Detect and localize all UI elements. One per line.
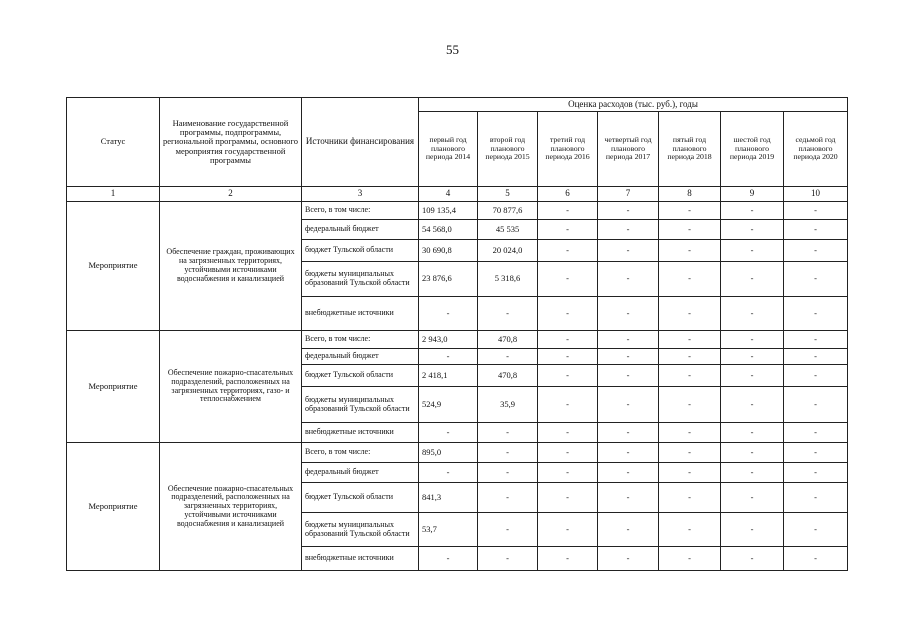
table-body	[67, 202, 848, 571]
value-cell: -	[659, 349, 721, 365]
value-cell: -	[721, 513, 784, 547]
value-cell: -	[721, 423, 784, 443]
value-cell: -	[598, 331, 659, 349]
expenditure-table	[66, 97, 848, 571]
header-year: пятый год планового периода 2018	[659, 112, 721, 187]
column-number: 10	[784, 187, 848, 202]
value-cell: 470,8	[478, 331, 538, 349]
value-cell: -	[659, 483, 721, 513]
value-cell: -	[659, 513, 721, 547]
value-cell: -	[784, 349, 848, 365]
value-cell: -	[598, 463, 659, 483]
measure-name-cell: Обеспечение пожарно-спасательных подразделений, расположенных на загрязненных территориях, газо- и теплоснабжением	[160, 331, 302, 443]
value-cell: -	[538, 423, 598, 443]
funding-source-cell: Всего, в том числе:	[302, 202, 419, 220]
header-year: третий год планового периода 2016	[538, 112, 598, 187]
value-cell: -	[784, 443, 848, 463]
value-cell: 5 318,6	[478, 262, 538, 297]
value-cell: -	[598, 547, 659, 571]
value-cell: -	[419, 349, 478, 365]
value-cell: -	[598, 220, 659, 240]
funding-source-cell: бюджеты муниципальных образований Тульской области	[302, 262, 419, 297]
value-cell: -	[721, 483, 784, 513]
value-cell: -	[538, 365, 598, 387]
funding-source-cell: бюджет Тульской области	[302, 240, 419, 262]
value-cell: -	[784, 220, 848, 240]
column-number: 7	[598, 187, 659, 202]
value-cell: -	[784, 202, 848, 220]
value-cell: -	[598, 349, 659, 365]
column-number: 8	[659, 187, 721, 202]
value-cell: -	[598, 297, 659, 331]
value-cell: -	[784, 463, 848, 483]
value-cell: -	[659, 387, 721, 423]
table-row	[67, 331, 848, 349]
value-cell: -	[784, 365, 848, 387]
value-cell: -	[538, 547, 598, 571]
funding-source-cell: бюджет Тульской области	[302, 483, 419, 513]
value-cell: 470,8	[478, 365, 538, 387]
value-cell: -	[478, 547, 538, 571]
value-cell: -	[721, 387, 784, 423]
header-year: первый год планового периода 2014	[419, 112, 478, 187]
value-cell: -	[659, 463, 721, 483]
value-cell: -	[538, 463, 598, 483]
value-cell: -	[478, 463, 538, 483]
value-cell: -	[478, 423, 538, 443]
value-cell: -	[659, 297, 721, 331]
value-cell: 20 024,0	[478, 240, 538, 262]
header-expenditure-estimate: Оценка расходов (тыс. руб.), годы	[419, 98, 848, 112]
table-row	[67, 443, 848, 463]
value-cell: 53,7	[419, 513, 478, 547]
value-cell: -	[659, 331, 721, 349]
header-program-name: Наименование государственной программы, подпрограммы, региональной программы, основного мероприятия государственной программы	[160, 98, 302, 187]
value-cell: -	[538, 262, 598, 297]
value-cell: -	[538, 202, 598, 220]
value-cell: -	[659, 240, 721, 262]
value-cell: 70 877,6	[478, 202, 538, 220]
value-cell: 54 568,0	[419, 220, 478, 240]
funding-source-cell: бюджеты муниципальных образований Тульской области	[302, 513, 419, 547]
header-year: четвертый год планового периода 2017	[598, 112, 659, 187]
value-cell: -	[598, 262, 659, 297]
value-cell: 35,9	[478, 387, 538, 423]
value-cell: 109 135,4	[419, 202, 478, 220]
value-cell: -	[598, 387, 659, 423]
value-cell: -	[538, 331, 598, 349]
measure-name-cell: Обеспечение пожарно-спасательных подразделений, расположенных на загрязненных территориях, устойчивыми источниками водоснабжения и канализацией	[160, 443, 302, 571]
value-cell: -	[598, 483, 659, 513]
header-funding-sources: Источники финансирования	[302, 98, 419, 187]
funding-source-cell: внебюджетные источники	[302, 423, 419, 443]
value-cell: -	[659, 423, 721, 443]
column-number: 9	[721, 187, 784, 202]
value-cell: -	[784, 331, 848, 349]
value-cell: -	[598, 513, 659, 547]
value-cell: 2 418,1	[419, 365, 478, 387]
value-cell: -	[538, 220, 598, 240]
value-cell: -	[538, 297, 598, 331]
value-cell: -	[659, 202, 721, 220]
value-cell: -	[784, 423, 848, 443]
column-number-row	[67, 187, 848, 202]
funding-source-cell: Всего, в том числе:	[302, 331, 419, 349]
header-status: Статус	[67, 98, 160, 187]
value-cell: -	[598, 443, 659, 463]
value-cell: -	[721, 443, 784, 463]
funding-source-cell: федеральный бюджет	[302, 463, 419, 483]
value-cell: -	[478, 349, 538, 365]
header-year: второй год планового периода 2015	[478, 112, 538, 187]
value-cell: -	[538, 240, 598, 262]
value-cell: -	[598, 240, 659, 262]
column-number: 5	[478, 187, 538, 202]
value-cell: -	[598, 423, 659, 443]
column-number: 4	[419, 187, 478, 202]
funding-source-cell: внебюджетные источники	[302, 547, 419, 571]
value-cell: -	[478, 297, 538, 331]
value-cell: -	[598, 202, 659, 220]
value-cell: -	[659, 262, 721, 297]
column-number: 6	[538, 187, 598, 202]
value-cell: 30 690,8	[419, 240, 478, 262]
table-header	[67, 98, 848, 202]
value-cell: -	[784, 387, 848, 423]
value-cell: -	[659, 365, 721, 387]
value-cell: -	[659, 443, 721, 463]
value-cell: 841,3	[419, 483, 478, 513]
header-year: шестой год планового периода 2019	[721, 112, 784, 187]
page-number: 55	[446, 42, 459, 57]
value-cell: -	[538, 443, 598, 463]
value-cell: -	[784, 262, 848, 297]
value-cell: 524,9	[419, 387, 478, 423]
value-cell: -	[784, 483, 848, 513]
header-year: седьмой год планового периода 2020	[784, 112, 848, 187]
value-cell: 45 535	[478, 220, 538, 240]
value-cell: -	[721, 349, 784, 365]
funding-source-cell: федеральный бюджет	[302, 220, 419, 240]
value-cell: -	[538, 513, 598, 547]
column-number: 2	[160, 187, 302, 202]
value-cell: -	[721, 547, 784, 571]
funding-source-cell: бюджеты муниципальных образований Тульской области	[302, 387, 419, 423]
value-cell: -	[721, 262, 784, 297]
value-cell: -	[419, 463, 478, 483]
value-cell: -	[598, 365, 659, 387]
value-cell: -	[478, 483, 538, 513]
column-number: 1	[67, 187, 160, 202]
value-cell: -	[659, 220, 721, 240]
value-cell: -	[721, 240, 784, 262]
value-cell: -	[721, 365, 784, 387]
value-cell: -	[784, 547, 848, 571]
status-cell: Мероприятие	[67, 202, 160, 331]
funding-source-cell: бюджет Тульской области	[302, 365, 419, 387]
value-cell: -	[784, 297, 848, 331]
measure-name-cell: Обеспечение граждан, проживающих на загрязненных территориях, устойчивыми источниками водоснабжения и канализацией	[160, 202, 302, 331]
table-row	[67, 202, 848, 220]
value-cell: -	[784, 513, 848, 547]
funding-source-cell: Всего, в том числе:	[302, 443, 419, 463]
value-cell: -	[721, 331, 784, 349]
value-cell: -	[419, 547, 478, 571]
funding-source-cell: федеральный бюджет	[302, 349, 419, 365]
status-cell: Мероприятие	[67, 331, 160, 443]
value-cell: -	[538, 349, 598, 365]
value-cell: -	[478, 513, 538, 547]
value-cell: 23 876,6	[419, 262, 478, 297]
value-cell: -	[478, 443, 538, 463]
value-cell: -	[419, 423, 478, 443]
value-cell: -	[721, 297, 784, 331]
value-cell: -	[419, 297, 478, 331]
value-cell: -	[538, 387, 598, 423]
status-cell: Мероприятие	[67, 443, 160, 571]
funding-source-cell: внебюджетные источники	[302, 297, 419, 331]
column-number: 3	[302, 187, 419, 202]
value-cell: -	[538, 483, 598, 513]
value-cell: -	[784, 240, 848, 262]
value-cell: 2 943,0	[419, 331, 478, 349]
value-cell: -	[721, 202, 784, 220]
value-cell: 895,0	[419, 443, 478, 463]
value-cell: -	[659, 547, 721, 571]
value-cell: -	[721, 463, 784, 483]
value-cell: -	[721, 220, 784, 240]
